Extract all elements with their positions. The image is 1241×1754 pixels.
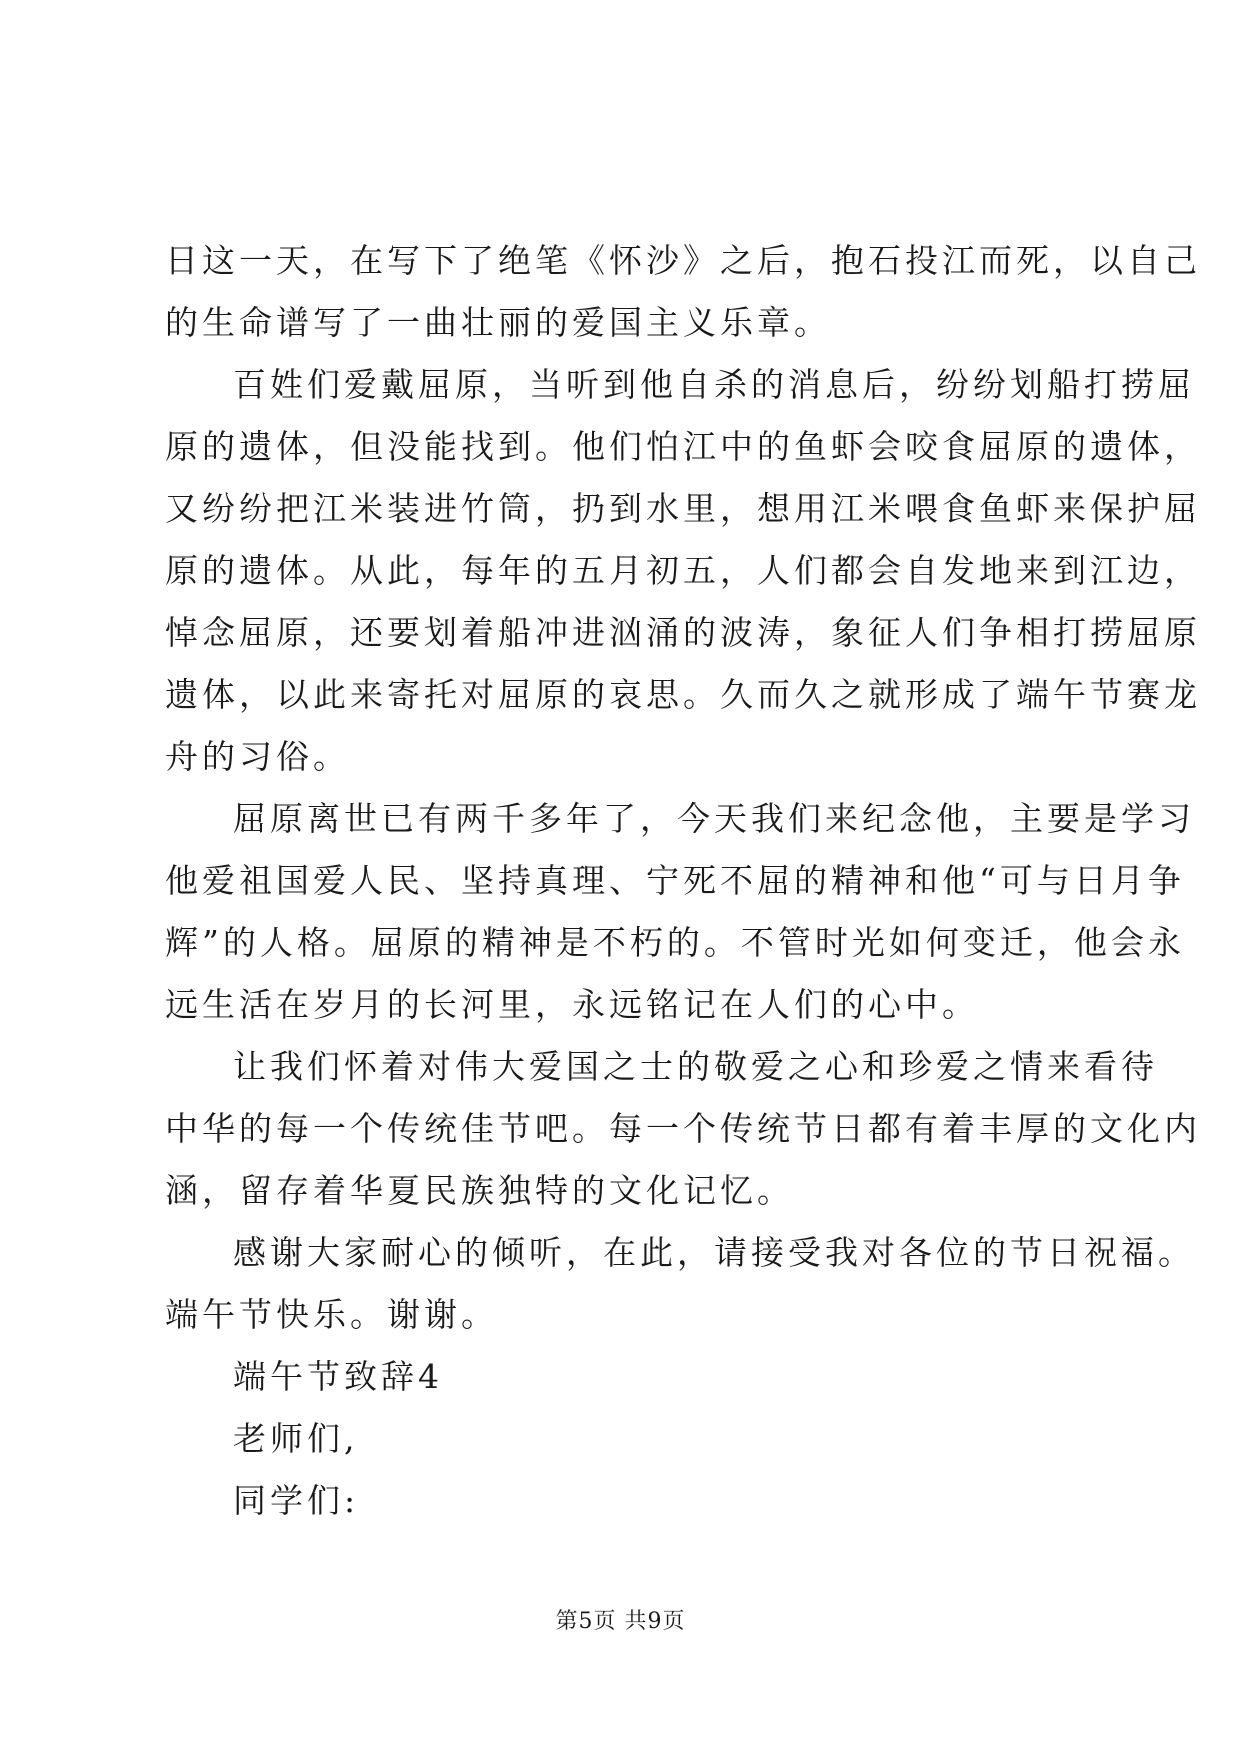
paragraph-start: 让我们怀着对伟大爱国之士的敬爱之心和珍爱之情来看待 (233, 1047, 1158, 1086)
text-line: 遗体，以此来寄托对屈原的哀思。久而久之就形成了端午节赛龙 (165, 675, 1201, 714)
paragraph-start: 百姓们爱戴屈原，当听到他自杀的消息后，纷纷划船打捞屈 (233, 365, 1195, 404)
text-line: 的生命谱写了一曲壮丽的爱国主义乐章。 (165, 303, 831, 342)
text-line: 原的遗体，但没能找到。他们怕江中的鱼虾会咬食屈原的遗体， (165, 427, 1201, 466)
text-line: 涵，留存着华夏民族独特的文化记忆。 (165, 1171, 794, 1210)
page-number-footer: 第5页 共9页 (555, 1609, 686, 1634)
salutation-line: 老师们, (233, 1419, 359, 1458)
text-line: 中华的每一个传统佳节吧。每一个传统节日都有着丰厚的文化内 (165, 1109, 1201, 1148)
salutation-line: 同学们: (233, 1481, 360, 1520)
document-body (165, 230, 1201, 1532)
text-line: 远生活在岁月的长河里，永远铭记在人们的心中。 (165, 985, 979, 1024)
section-heading: 端午节致辞4 (233, 1357, 443, 1396)
text-line: 他爱祖国爱人民、坚持真理、宁死不屈的精神和他“可与日月争 (165, 861, 1185, 900)
paragraph-start: 感谢大家耐心的倾听，在此，请接受我对各位的节日祝福。 (233, 1233, 1195, 1272)
text-line: 端午节快乐。谢谢。 (165, 1295, 498, 1334)
text-line: 舟的习俗。 (165, 737, 350, 776)
text-line: 原的遗体。从此，每年的五月初五，人们都会自发地来到江边， (165, 551, 1201, 590)
text-line: 日这一天，在写下了绝笔《怀沙》之后，抱石投江而死，以自己 (165, 241, 1201, 280)
paragraph-start: 屈原离世已有两千多年了，今天我们来纪念他，主要是学习 (233, 799, 1195, 838)
text-line: 辉”的人格。屈原的精神是不朽的。不管时光如何变迁，他会永 (165, 923, 1185, 962)
text-line: 又纷纷把江米装进竹筒，扔到水里，想用江米喂食鱼虾来保护屈 (165, 489, 1201, 528)
text-line: 悼念屈原，还要划着船冲进汹涌的波涛，象征人们争相打捞屈原 (165, 613, 1201, 652)
